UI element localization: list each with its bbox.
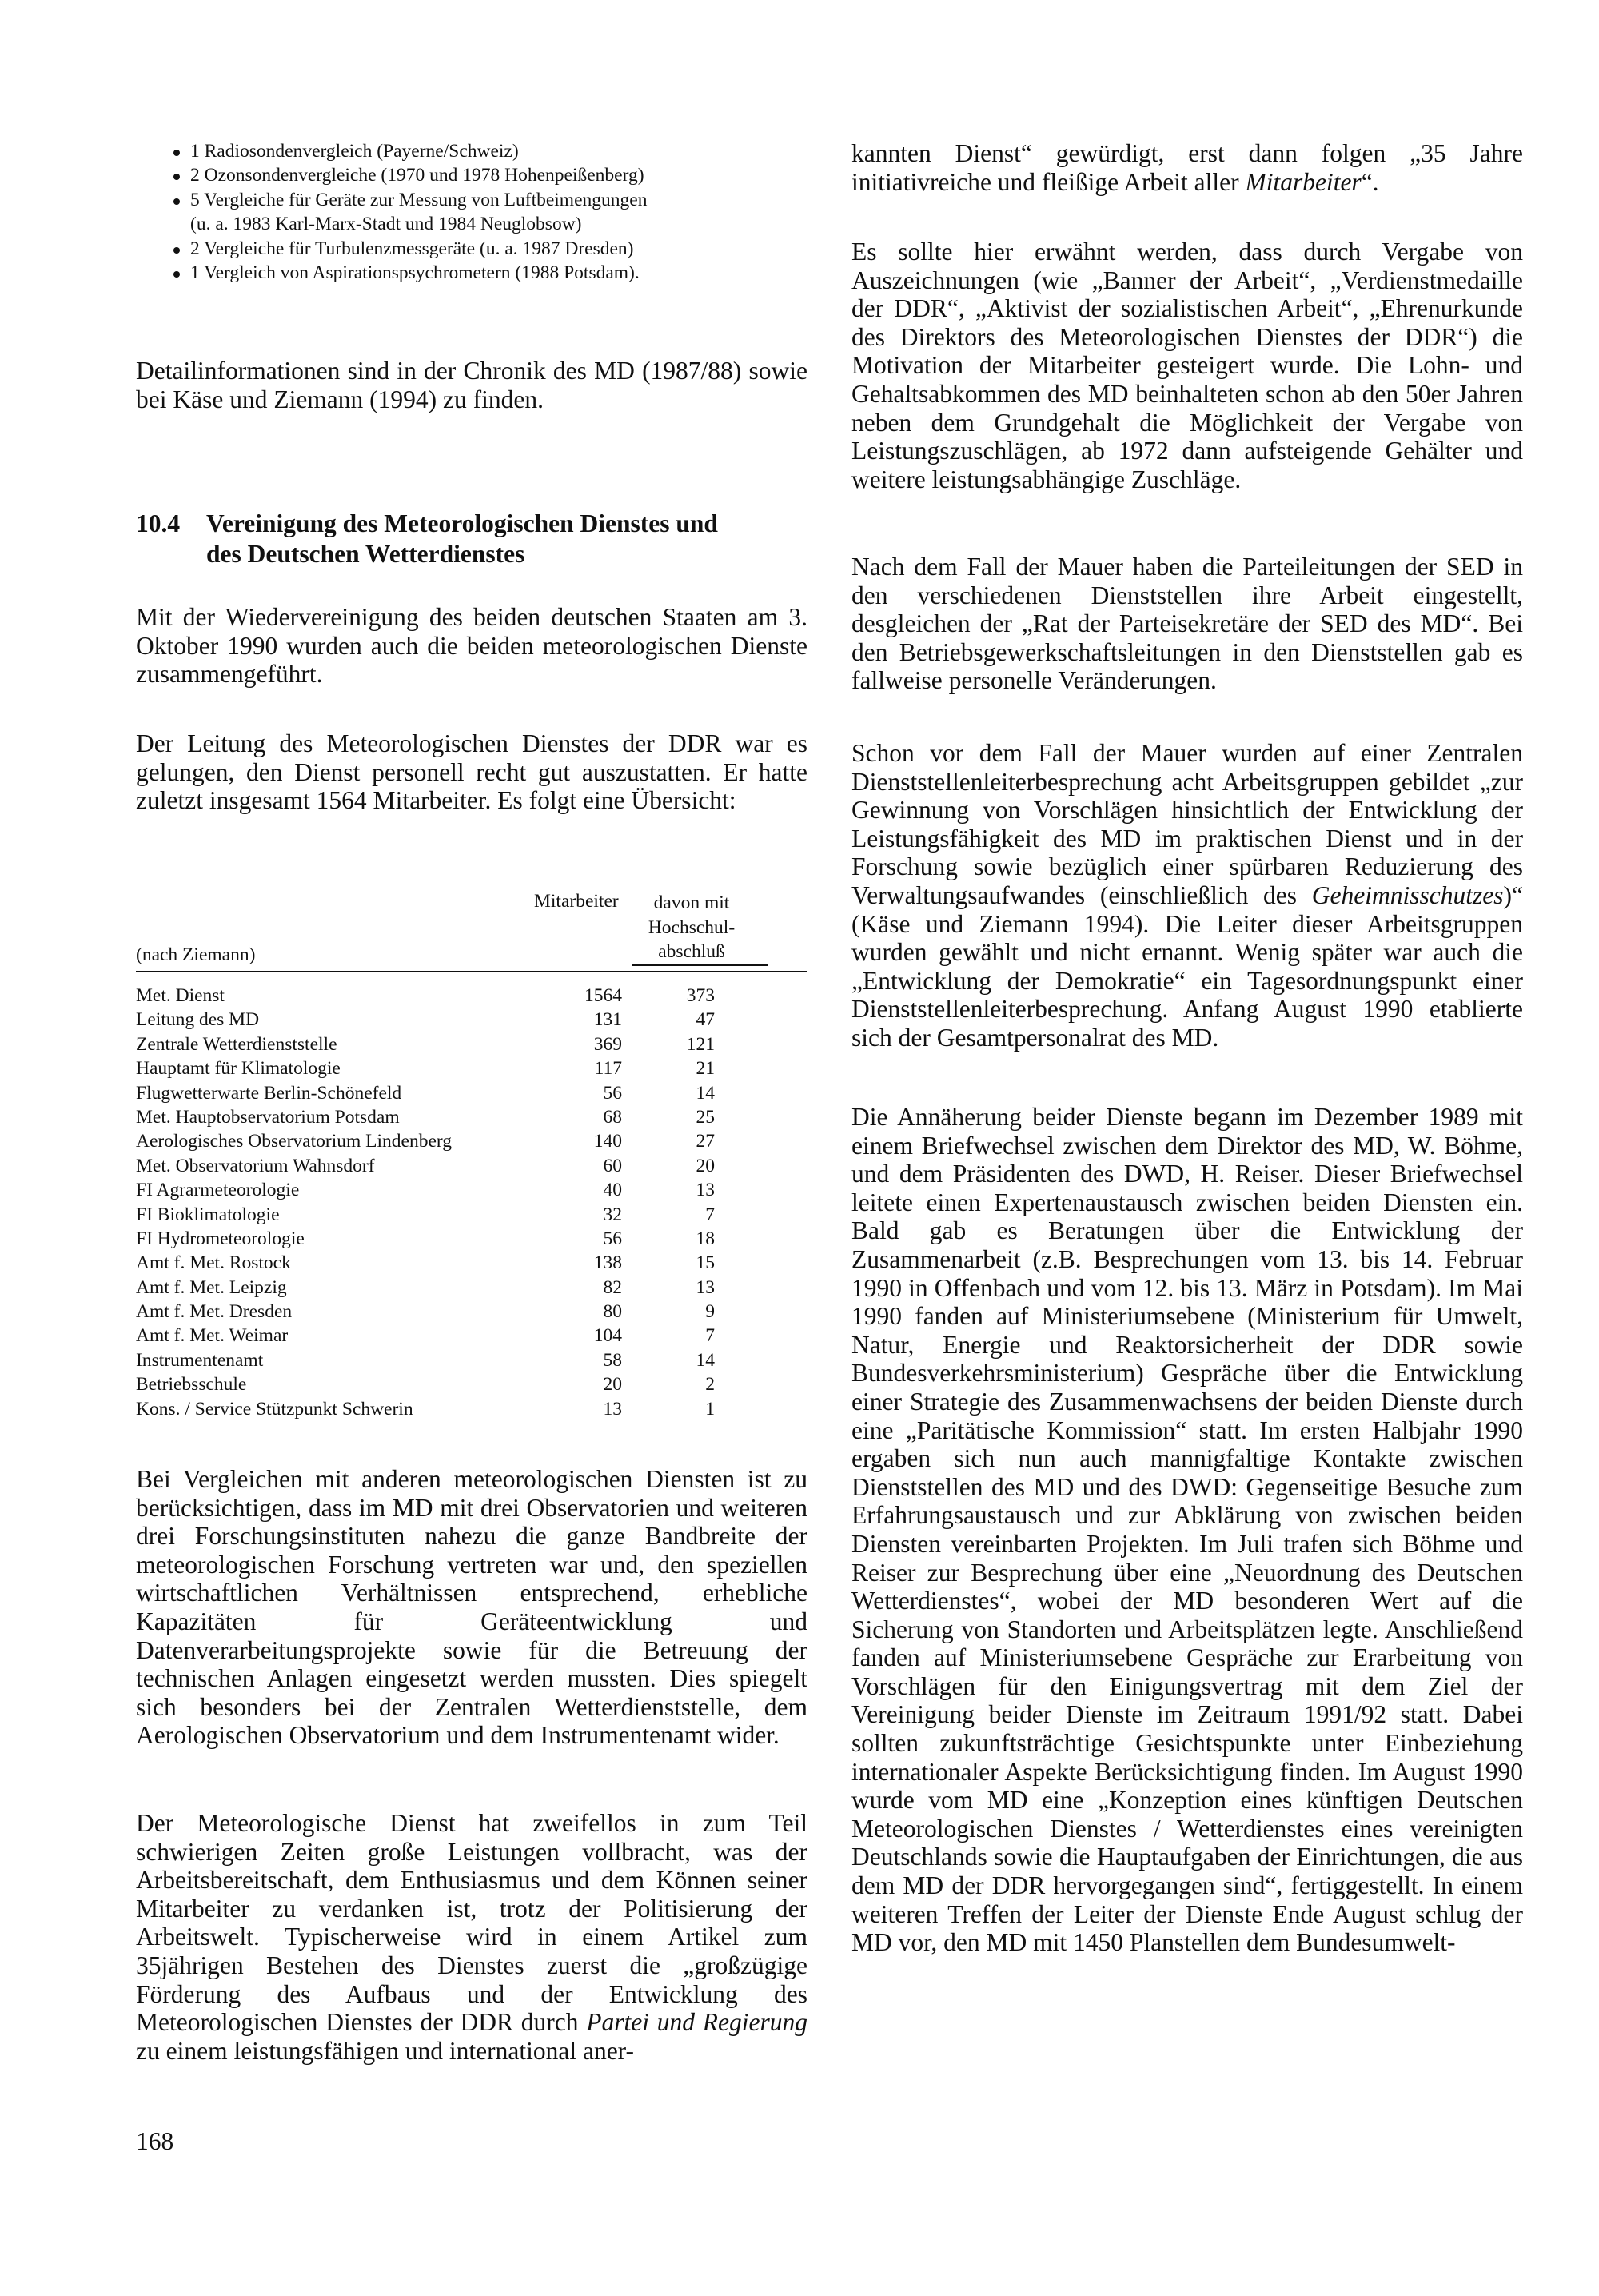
row-graduates: 15 [696, 1252, 715, 1274]
row-graduates: 7 [705, 1325, 715, 1347]
bullet-icon [173, 198, 180, 205]
row-staff: 1564 [584, 985, 622, 1006]
list-item: 1 Radiosondenvergleich (Payerne/Schweiz) [136, 139, 807, 163]
paragraph: Bei Vergleichen mit anderen meteorologischen Diensten ist zu berücksichtigen, dass im MD mit drei Observatorien und weiteren drei Forschungsinstituten nahezu die ganze Bandbreite der meteorologischen Forschung vertreten war und, den speziellen wirtschaftlichen Verhältnissen entsprechend, erhebliche Kapazitäten für Geräteentwicklung und Datenverarbeitungsprojekte sowie für die Betreuung der technischen Anlagen eingesetzt werden mussten. Dies spiegelt sich besonders bei der Zentralen Wetterdienststelle, dem Aerologischen Observatorium und dem Instrumentenamt wider. [136, 1465, 807, 1750]
row-name: Amt f. Met. Rostock [136, 1252, 291, 1274]
paragraph: Der Leitung des Meteorologischen Dienstes der DDR war es gelungen, den Dienst personell recht gut auszustatten. Er hatte zuletzt insgesamt 1564 Mitarbeiter. Es folgt eine Übersicht: [136, 729, 807, 815]
table-row [136, 1178, 807, 1202]
divider [632, 964, 768, 966]
row-staff: 32 [603, 1204, 622, 1225]
row-staff: 104 [593, 1325, 622, 1347]
table-row [136, 1397, 807, 1421]
divider [136, 971, 807, 972]
row-name: Flugwetterwarte Berlin-Schönefeld [136, 1082, 402, 1104]
table-row [136, 1348, 807, 1372]
row-name: FI Agrarmeteorologie [136, 1180, 300, 1201]
row-graduates: 2 [705, 1374, 715, 1396]
table-row [136, 1324, 807, 1348]
list-item-continuation: (u. a. 1983 Karl-Marx-Stadt und 1984 Neuglobsow) [190, 214, 582, 235]
row-name: Hauptamt für Klimatologie [136, 1058, 341, 1080]
row-name: FI Bioklimatologie [136, 1204, 280, 1225]
list-item: 1 Vergleich von Aspirationspsychrometern (1988 Potsdam). [136, 261, 807, 285]
row-name: FI Hydrometeorologie [136, 1228, 305, 1249]
row-name: Leitung des MD [136, 1009, 260, 1031]
row-name: Met. Hauptobservatorium Potsdam [136, 1106, 400, 1128]
row-graduates: 20 [696, 1155, 715, 1176]
row-graduates: 14 [696, 1082, 715, 1104]
row-staff: 20 [603, 1374, 622, 1396]
row-staff: 140 [593, 1131, 622, 1152]
row-name: Met. Observatorium Wahnsdorf [136, 1155, 375, 1176]
row-graduates: 21 [696, 1058, 715, 1080]
row-graduates: 13 [696, 1180, 715, 1201]
row-graduates: 14 [696, 1349, 715, 1371]
row-staff: 117 [594, 1058, 622, 1080]
row-staff: 58 [603, 1349, 622, 1371]
table-row [136, 1227, 807, 1251]
row-graduates: 18 [696, 1228, 715, 1249]
page-number: 168 [136, 2127, 174, 2155]
bullet-icon [173, 150, 180, 156]
row-staff: 131 [593, 1009, 622, 1031]
row-name: Betriebsschule [136, 1374, 247, 1396]
row-graduates: 25 [696, 1106, 715, 1128]
row-staff: 138 [593, 1252, 622, 1274]
row-staff: 60 [603, 1155, 622, 1176]
row-staff: 369 [593, 1033, 622, 1055]
row-graduates: 1 [705, 1398, 715, 1420]
row-name: Met. Dienst [136, 985, 225, 1006]
paragraph: Detailinformationen sind in der Chronik des MD (1987/88) sowie bei Käse und Ziemann (1994) zu finden. [136, 357, 807, 413]
row-graduates: 121 [686, 1033, 715, 1055]
table-row [136, 1276, 807, 1300]
row-name: Amt f. Met. Weimar [136, 1325, 289, 1347]
column-header: davon mit Hochschul- abschluß [648, 892, 736, 962]
row-name: Instrumentenamt [136, 1349, 264, 1371]
row-staff: 56 [603, 1082, 622, 1104]
row-staff: 40 [603, 1180, 622, 1201]
row-staff: 82 [603, 1276, 622, 1298]
row-name: Aerologisches Observatorium Lindenberg [136, 1131, 453, 1152]
table-row [136, 1300, 807, 1324]
row-graduates: 13 [696, 1276, 715, 1298]
row-name: Amt f. Met. Leipzig [136, 1276, 287, 1298]
comparison-list [136, 139, 807, 285]
paragraph: Die Annäherung beider Dienste begann im Dezember 1989 mit einem Briefwechsel zwischen dem Direktor des MD, W. Böhme, und dem Präsidenten des DWD, H. Reiser. Dieser Briefwechsel leitete einen Expertenaustausch zwischen beiden Diensten ein. Bald gab es Beratungen über die Entwicklung der Zusammenarbeit (z.B. Besprechungen vom 13. bis 14. Februar 1990 in Offenbach und vom 12. bis 13. März in Potsdam). Im Mai 1990 fanden auf Ministeriumsebene (Ministerium für Umwelt, Natur, Energie und Reaktorsicherheit der DDR sowie Bundesverkehrsministerium) Gespräche über die Entwicklung einer Strategie des Zusammenwachsens der beiden Dienste durch eine „Paritätische Kommission“ statt. Im ersten Halbjahr 1990 ergaben sich nun auch mannigfaltige Kontakte zwischen Dienststellen des MD und des DWD: Gegenseitige Besuche zum Erfahrungsaustausch und zur Abklärung von zwischen beiden Diensten vereinbarten Projekten. Im Juli trafen sich Böhme und Reiser zur Besprechung über eine „Neuordnung des Deutschen Wetterdienstes“, wobei der MD besonderen Wert auf die Sicherung von Standorten und Arbeitsplätzen legte. Anschließend fanden auf Ministeriumsebene Gespräche zur Erarbeitung von Vorschlägen für den Einigungsvertrag mit dem Ziel der Vereinigung beider Dienste im Zeitraum 1991/92 statt. Dabei sollten zukunftsträchtige Gesichtspunkte unter Einbeziehung internationaler Aspekte Berücksichtigung finden. Im August 1990 wurde vom MD eine „Konzeption eines künftigen Deutschen Meteorologischen Dienstes / Wetterdienstes eines vereinigten Deutschlands sowie die Hauptaufgaben der Einrichtungen, die aus dem MD der DDR hervorgegangen sind“, fertiggestellt. In einem weiteren Treffen der Leiter der Dienste Ende August schlug der MD vor, den MD mit 1450 Planstellen dem Bundesumwelt- [851, 1103, 1523, 1957]
table-row [136, 1203, 807, 1227]
staff-table [136, 891, 807, 1420]
table-row [136, 1372, 807, 1396]
table-row [136, 1056, 807, 1080]
list-item: 2 Vergleiche für Turbulenzmessgeräte (u. a. 1987 Dresden) [136, 237, 807, 261]
row-graduates: 47 [696, 1009, 715, 1031]
paragraph: Es sollte hier erwähnt werden, dass durch Vergabe von Auszeichnungen (wie „Banner der Arbeit“, „Verdienstmedaille der DDR“, „Aktivist der sozialistischen Arbeit“, „Ehrenurkunde des Direktors des Meteorologischen Dienstes der DDR“) die Motivation der Mitarbeiter gesteigert wurde. Die Lohn- und Gehaltsabkommen des MD beinhalteten schon ab den 50er Jahren neben dem Grundgehalt die Möglichkeit der Vergabe von Leistungszuschlägen, ab 1972 dann aufsteigende Gehälter und weitere leistungsabhängige Zuschläge. [851, 238, 1523, 493]
row-name: Zentrale Wetterdienststelle [136, 1033, 337, 1055]
table-row [136, 1154, 807, 1178]
row-graduates: 7 [705, 1204, 715, 1225]
row-staff: 80 [603, 1301, 622, 1323]
section-heading: 10.4 Vereinigung des Meteorologischen Dienstes und des Deutschen Wetterdienstes [136, 509, 718, 568]
paragraph: Nach dem Fall der Mauer haben die Parteileitungen der SED in den verschiedenen Dienststellen ihre Arbeit eingestellt, desgleichen der „Rat der Parteisekretäre der SED des MD“. Bei den Betriebsgewerkschaftsleitungen in den Dienststellen gab es fallweise personelle Veränderungen. [851, 553, 1523, 695]
row-staff: 13 [603, 1398, 622, 1420]
row-name: Kons. / Service Stützpunkt Schwerin [136, 1398, 413, 1420]
table-body [136, 984, 807, 1421]
table-row [136, 1129, 807, 1153]
row-graduates: 27 [696, 1131, 715, 1152]
paragraph: Mit der Wiedervereinigung des beiden deutschen Staaten am 3. Oktober 1990 wurden auch die beiden meteorologischen Dienste zusammengeführt. [136, 603, 807, 689]
table-row [136, 1105, 807, 1129]
table-row [136, 984, 807, 1008]
row-name: Amt f. Met. Dresden [136, 1301, 293, 1323]
row-graduates: 373 [686, 985, 715, 1006]
row-graduates: 9 [705, 1301, 715, 1323]
list-item: 5 Vergleiche für Geräte zur Messung von Luftbeimengungen [136, 188, 807, 212]
table-row [136, 1081, 807, 1105]
list-item: 2 Ozonsondenvergleiche (1970 und 1978 Hohenpeißenberg) [136, 163, 807, 187]
paragraph: Schon vor dem Fall der Mauer wurden auf einer Zentralen Dienststellenleiterbesprechung acht Arbeitsgruppen gebildet „zur Gewinnung von Vorschlägen hinsichtlich der Entwicklung der Leistungsfähigkeit des MD im praktischen Dienst und in der Forschung sowie bezüglich einer spürbaren Reduzierung des Verwaltungsaufwandes (einschließlich des Geheimnisschutzes)“ (Käse und Ziemann 1994). Die Leiter dieser Arbeitsgruppen wurden gewählt und nicht ernannt. Wenig später war auch die „Entwicklung der Demokratie“ ein Tagesordnungspunkt einer Dienststellenleiterbesprechung. Anfang August 1990 etablierte sich der Gesamtpersonalrat des MD. [851, 739, 1523, 1052]
table-header [136, 891, 807, 971]
paragraph: Der Meteorologische Dienst hat zweifellos in zum Teil schwierigen Zeiten große Leistungen vollbracht, was der Arbeitsbereitschaft, dem Enthusiasmus und dem Können seiner Mitarbeiter zu verdanken ist, trotz der Politisierung der Arbeitswelt. Typischerweise wird in einem Artikel zum 35jährigen Bestehen des Dienstes zuerst die „großzügige Förderung des Aufbaus und der Entwicklung des Meteorologischen Dienstes der DDR durch Partei und Regierung zu einem leistungsfähigen und international aner- [136, 1809, 807, 2065]
bullet-icon [173, 247, 180, 254]
table-row [136, 1251, 807, 1275]
paragraph: kannten Dienst“ gewürdigt, erst dann folgen „35 Jahre initiativreiche und fleißige Arbeit aller Mitarbeiter“. [851, 139, 1523, 196]
column-header: Mitarbeiter [534, 891, 619, 912]
column-header: (nach Ziemann) [136, 944, 256, 965]
bullet-icon [173, 271, 180, 278]
row-staff: 68 [603, 1106, 622, 1128]
row-staff: 56 [603, 1228, 622, 1249]
table-row [136, 1032, 807, 1056]
table-row [136, 1008, 807, 1032]
